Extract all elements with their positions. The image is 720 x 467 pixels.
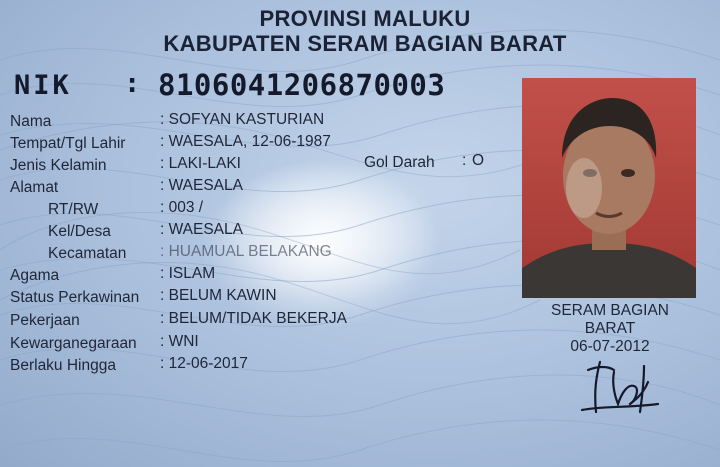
regency-title: KABUPATEN SERAM BAGIAN BARAT: [163, 31, 567, 56]
berlaku-value: : 12-06-2017: [160, 355, 248, 372]
nik-label: NIK: [14, 70, 72, 101]
nik-colon: :: [124, 68, 141, 99]
status-perkawinan-label: Status Perkawinan: [10, 289, 140, 306]
rtrw-label: RT/RW: [48, 201, 99, 218]
nama-value: : SOFYAN KASTURIAN: [160, 111, 325, 128]
agama-value: : ISLAM: [160, 265, 216, 282]
jenis-kelamin-label: Jenis Kelamin: [10, 157, 107, 174]
keldesa-label: Kel/Desa: [48, 223, 111, 240]
nama-label: Nama: [10, 113, 52, 130]
issuance-date: 06-07-2012: [570, 338, 650, 355]
nik-value: 8106041206870003: [158, 68, 446, 102]
alamat-value: : WAESALA: [160, 177, 243, 194]
rtrw-value: : 003 /: [160, 199, 204, 216]
jenis-kelamin-value: : LAKI-LAKI: [160, 155, 241, 172]
issuance-place-line2: BARAT: [584, 320, 636, 337]
signature: [578, 352, 662, 422]
status-perkawinan-value: : BELUM KAWIN: [160, 287, 277, 304]
id-photo: [522, 78, 696, 298]
agama-label: Agama: [10, 267, 60, 284]
kecamatan-value: : HUAMUAL BELAKANG: [160, 243, 332, 260]
kewarganegaraan-label: Kewarganegaraan: [10, 335, 137, 352]
kewarganegaraan-value: : WNI: [160, 333, 199, 350]
gol-darah-value: O: [472, 152, 485, 169]
ttl-label: Tempat/Tgl Lahir: [10, 135, 126, 152]
gol-darah-label: Gol Darah: [364, 154, 435, 171]
alamat-label: Alamat: [10, 179, 59, 196]
province-title: PROVINSI MALUKU: [259, 6, 471, 31]
kecamatan-label: Kecamatan: [48, 245, 127, 262]
ttl-value: : WAESALA, 12-06-1987: [160, 133, 331, 150]
berlaku-label: Berlaku Hingga: [10, 357, 116, 374]
pekerjaan-value: : BELUM/TIDAK BEKERJA: [160, 310, 347, 327]
keldesa-value: : WAESALA: [160, 221, 243, 238]
pekerjaan-label: Pekerjaan: [10, 312, 80, 329]
issuance-place-line1: SERAM BAGIAN: [551, 302, 669, 319]
gol-darah-colon: :: [462, 152, 467, 169]
